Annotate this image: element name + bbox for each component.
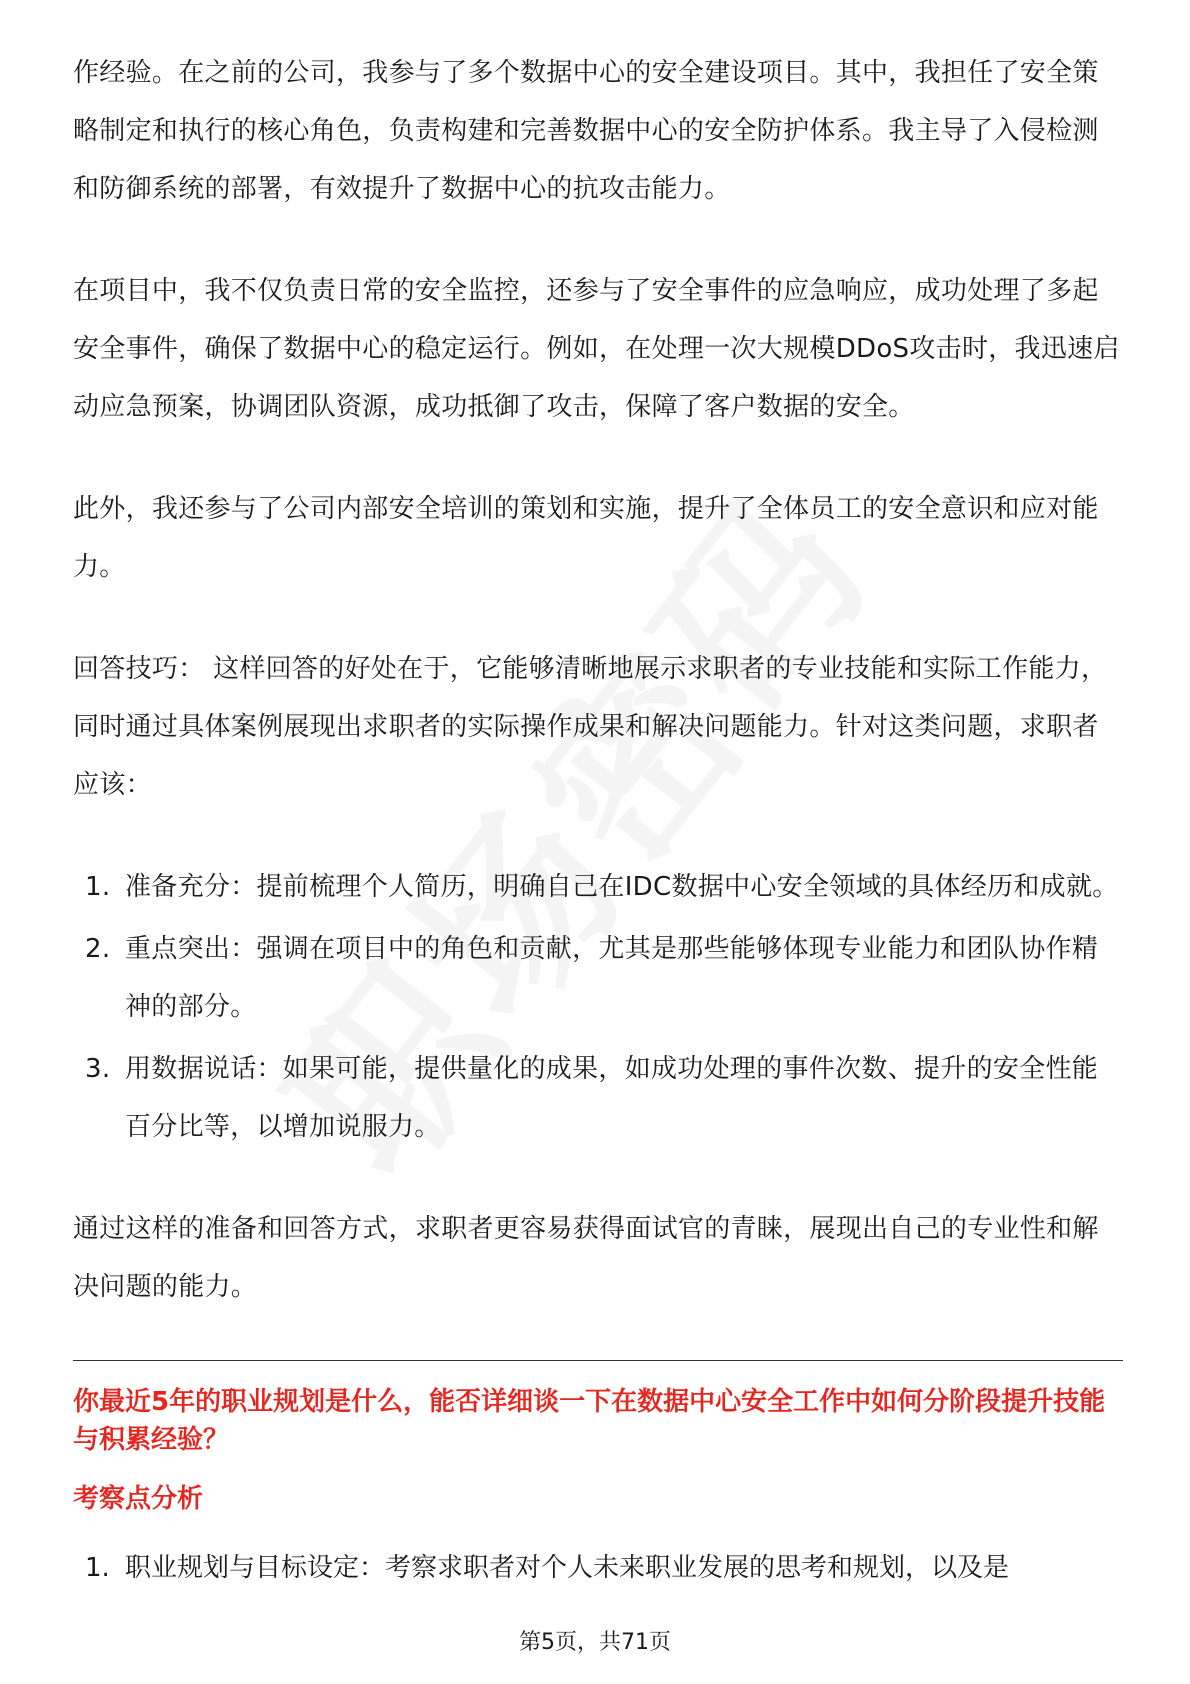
list-text: 职业规划与目标设定：考察求职者对个人未来职业发展的思考和规划，以及是 (125, 1553, 1010, 1583)
section-divider (73, 1360, 1123, 1361)
paragraph-project: 在项目中，我不仅负责日常的安全监控，还参与了安全事件的应急响应，成功处理了多起安全事件，确保了数据中心的稳定运行。例如，在处理一次大规模DDoS攻击时，我迅速启动应急预案，协调团队资源，成功抵御了攻击，保障了客户数据的安全。 (73, 276, 1120, 422)
list-text: 用数据说话：如果可能，提供量化的成果，如成功处理的事件次数、提升的安全性能百分比等，以增加说服力。 (125, 1054, 1099, 1142)
list-item (73, 920, 1123, 1036)
paragraph-tips: 回答技巧： 这样回答的好处在于，它能够清晰地展示求职者的专业技能和实际工作能力，同时通过具体案例展现出求职者的实际操作成果和解决问题能力。针对这类问题，求职者应该： (73, 654, 1108, 800)
list-text: 重点突出：强调在项目中的角色和贡献，尤其是那些能够体现专业能力和团队协作精神的部分。 (125, 934, 1099, 1022)
paragraph-closing: 通过这样的准备和回答方式，求职者更容易获得面试官的青睐，展现出自己的专业性和解决问题的能力。 (73, 1214, 1099, 1302)
list-number: 1. (85, 872, 111, 902)
page-content (73, 44, 1123, 1597)
list-number: 1. (85, 1553, 110, 1583)
page-number-footer: 第5页，共71页 (519, 1630, 671, 1655)
list-text: 准备充分：提前梳理个人简历，明确自己在IDC数据中心安全领域的具体经历和成就。 (125, 872, 1119, 902)
paragraph-training: 此外，我还参与了公司内部安全培训的策划和实施，提升了全体员工的安全意识和应对能力。 (73, 494, 1099, 582)
list-item (73, 1040, 1123, 1156)
list-item (73, 1539, 1123, 1597)
list-item (73, 858, 1123, 916)
interview-question: 你最近5年的职业规划是什么，能否详细谈一下在数据中心安全工作中如何分阶段提升技能与积累经验？ (73, 1387, 1106, 1455)
analysis-heading: 考察点分析 (73, 1484, 204, 1514)
list-number: 2. (85, 934, 111, 964)
paragraph-experience: 作经验。在之前的公司，我参与了多个数据中心的安全建设项目。其中，我担任了安全策略制定和执行的核心角色，负责构建和完善数据中心的安全防护体系。我主导了入侵检测和防御系统的部署，有效提升了数据中心的抗攻击能力。 (73, 58, 1099, 204)
list-number: 3. (85, 1054, 111, 1084)
analysis-list (73, 1539, 1123, 1597)
tips-list (73, 858, 1123, 1156)
